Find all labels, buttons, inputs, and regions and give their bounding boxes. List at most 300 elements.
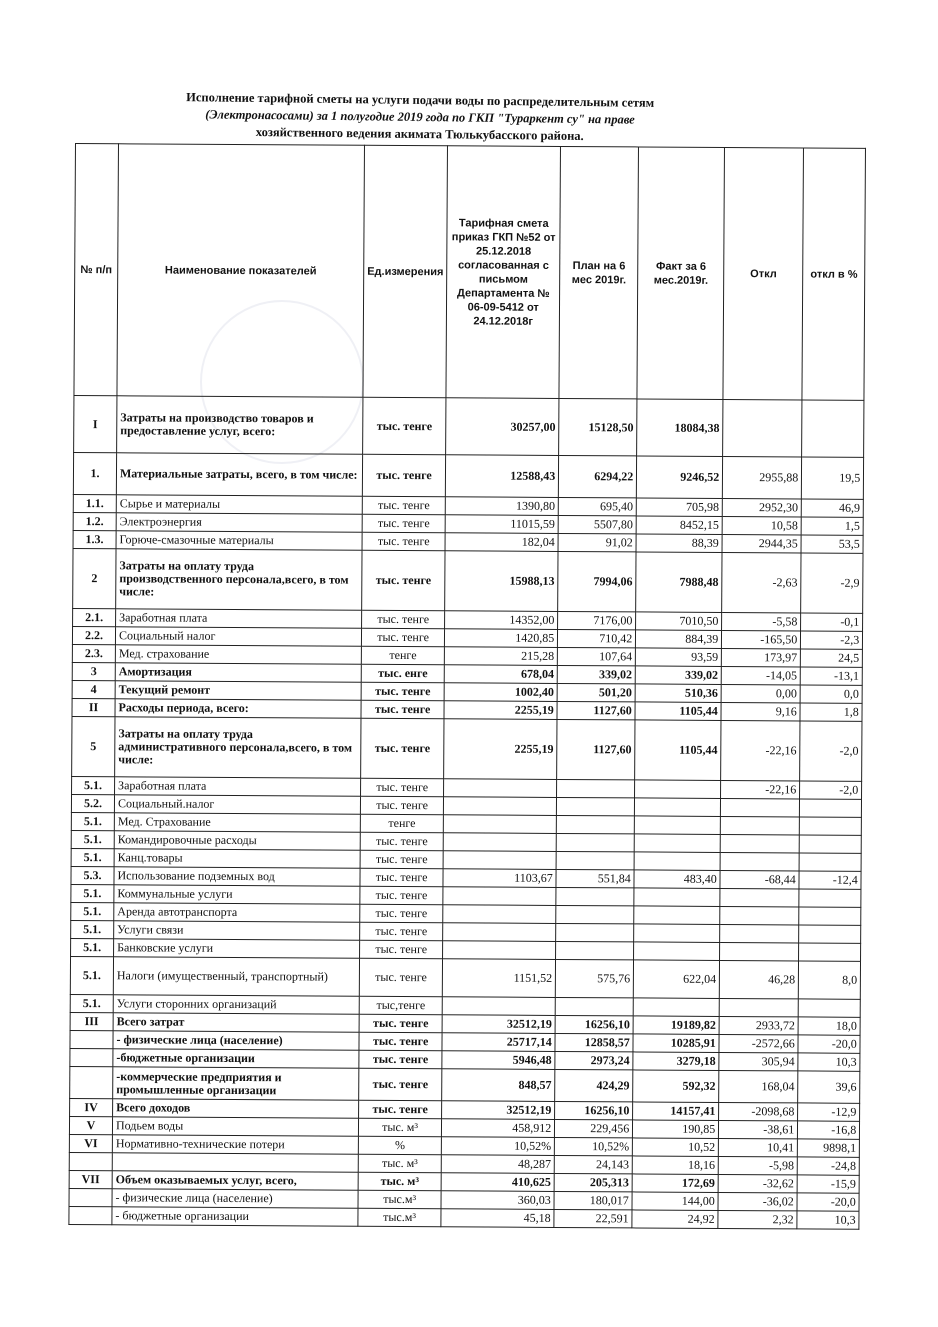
header-deviation: Откл xyxy=(723,147,804,399)
row-fact: 88,39 xyxy=(636,534,722,553)
table-row xyxy=(70,1066,860,1103)
row-deviation-percent: 46,9 xyxy=(801,499,863,517)
header-fact: Факт за 6 мес.2019г. xyxy=(637,147,725,400)
row-deviation: 9,16 xyxy=(721,702,800,720)
row-number: 5.1. xyxy=(71,938,114,956)
row-tariff: 32512,19 xyxy=(442,1015,555,1034)
row-tariff: 1103,67 xyxy=(443,869,556,888)
row-deviation-percent: -12,4 xyxy=(799,871,861,889)
row-plan: 424,29 xyxy=(555,1069,633,1101)
row-deviation-percent: 18,0 xyxy=(798,1017,860,1035)
row-name: Объем оказываемых услуг, всего, xyxy=(112,1171,358,1191)
row-plan: 1127,60 xyxy=(557,719,635,779)
row-deviation-percent: -2,0 xyxy=(800,781,862,799)
row-plan: 24,143 xyxy=(554,1155,632,1173)
row-deviation xyxy=(720,888,799,906)
row-unit: тыс. тенге xyxy=(360,796,443,815)
row-plan: 575,76 xyxy=(556,959,634,997)
row-number: 5.1. xyxy=(72,776,115,794)
row-unit: тыс. тенге xyxy=(362,532,445,551)
row-tariff xyxy=(443,905,556,924)
row-deviation-percent: -20,0 xyxy=(798,1035,860,1053)
row-unit: тыс. тенге xyxy=(359,958,442,997)
row-unit: тыс. тенге xyxy=(362,550,446,611)
row-deviation xyxy=(720,942,799,960)
row-number: VI xyxy=(69,1134,112,1152)
row-name: Всего затрат xyxy=(113,1013,359,1033)
header-tariff: Тарифная смета приказ ГКП №52 от 25.12.2018 согласованная с письмом Департамента № 06-09-5412 от 24.12.2018г xyxy=(446,146,561,399)
row-name: Заработная плата xyxy=(115,777,361,797)
row-plan: 15128,50 xyxy=(559,398,637,455)
row-plan: 339,02 xyxy=(557,665,635,683)
row-number: III xyxy=(70,1012,113,1030)
row-tariff xyxy=(442,997,555,1016)
row-number xyxy=(69,1206,112,1224)
row-deviation-percent: 1,5 xyxy=(801,517,863,535)
row-plan: 1127,60 xyxy=(557,701,635,719)
row-fact: 9246,52 xyxy=(637,456,723,499)
row-unit: тыс. м³ xyxy=(358,1172,441,1191)
table-row xyxy=(69,1206,859,1229)
row-plan xyxy=(557,815,635,833)
row-unit: тыс. тенге xyxy=(362,610,445,629)
row-number: 3 xyxy=(72,662,115,680)
row-tariff: 32512,19 xyxy=(442,1101,555,1120)
row-fact: 14157,41 xyxy=(633,1102,719,1121)
row-plan: 91,02 xyxy=(558,533,636,551)
row-name: Командировочные расходы xyxy=(114,831,360,851)
row-name: Затраты на оплату труда производственного персонала,всего, в том числе: xyxy=(116,549,362,611)
row-deviation-percent: 0,0 xyxy=(800,685,862,703)
row-fact: 7988,48 xyxy=(636,552,722,613)
row-deviation: -36,02 xyxy=(718,1192,797,1210)
row-name: Материальные затраты, всего, в том числе: xyxy=(116,453,362,497)
row-plan: 5507,80 xyxy=(558,515,636,533)
row-deviation-percent xyxy=(799,835,861,853)
row-number: 5.1. xyxy=(71,902,114,920)
row-fact: 483,40 xyxy=(634,870,720,889)
row-number: 1.1. xyxy=(73,494,116,512)
row-name: -коммерческие предприятия и промышленные организации xyxy=(113,1067,359,1101)
estimate-table xyxy=(68,143,866,1230)
row-deviation-percent: -20,0 xyxy=(797,1193,859,1211)
row-deviation: -5,98 xyxy=(718,1156,797,1174)
row-fact: 10,52 xyxy=(633,1138,719,1157)
row-fact: 3279,18 xyxy=(633,1052,719,1071)
row-tariff: 30257,00 xyxy=(446,398,559,456)
row-tariff: 25717,14 xyxy=(442,1033,555,1052)
row-number: VII xyxy=(69,1170,112,1188)
table-row xyxy=(73,548,864,613)
row-name: Канц.товары xyxy=(114,849,360,869)
row-fact: 18084,38 xyxy=(637,399,723,457)
row-tariff: 14352,00 xyxy=(445,611,558,630)
row-unit: тенге xyxy=(361,646,444,665)
row-deviation: 46,28 xyxy=(720,960,799,998)
row-unit: тыс. тенге xyxy=(360,832,443,851)
row-number: 5.1. xyxy=(71,848,114,866)
row-name: - бюджетные организации xyxy=(112,1207,358,1227)
row-name: -бюджетные организации xyxy=(113,1049,359,1069)
row-number: 4 xyxy=(72,680,115,698)
table-row xyxy=(74,395,865,457)
row-deviation: -2098,68 xyxy=(719,1102,798,1120)
header-num: № п/п xyxy=(74,144,119,396)
row-tariff: 848,57 xyxy=(442,1069,555,1102)
estimate-table-wrapper xyxy=(68,143,866,1230)
row-name: Мед. Страхование xyxy=(114,813,360,833)
row-deviation-percent: -13,1 xyxy=(800,667,862,685)
row-unit: тыс. тенге xyxy=(360,850,443,869)
row-deviation: 168,04 xyxy=(719,1070,798,1102)
row-deviation: 2952,30 xyxy=(722,498,801,516)
row-plan: 501,20 xyxy=(557,683,635,701)
row-name xyxy=(112,1153,358,1173)
row-plan xyxy=(555,997,633,1015)
row-tariff: 410,625 xyxy=(441,1173,554,1192)
row-name: Коммунальные услуги xyxy=(114,885,360,905)
row-number: 2.2. xyxy=(72,626,115,644)
row-plan: 710,42 xyxy=(558,629,636,647)
row-fact: 24,92 xyxy=(632,1210,718,1229)
row-deviation: -165,50 xyxy=(722,630,801,648)
row-number: 1.3. xyxy=(73,530,116,548)
row-unit: тыс. тенге xyxy=(360,868,443,887)
row-number: 5 xyxy=(72,716,115,776)
row-number: 5.1. xyxy=(71,920,114,938)
row-deviation: 305,94 xyxy=(719,1052,798,1070)
row-tariff xyxy=(443,923,556,942)
row-fact: 10285,91 xyxy=(633,1034,719,1053)
row-unit: тыс.м³ xyxy=(358,1190,441,1209)
row-number xyxy=(69,1188,112,1206)
row-deviation-percent: -16,8 xyxy=(798,1121,860,1139)
row-fact: 18,16 xyxy=(632,1156,718,1175)
row-name: Заработная плата xyxy=(116,609,362,629)
row-number: 5.2. xyxy=(71,794,114,812)
row-deviation: -5,58 xyxy=(722,612,801,630)
row-tariff: 1420,85 xyxy=(445,629,558,648)
row-deviation-percent: -0,1 xyxy=(801,613,863,631)
row-tariff xyxy=(443,941,556,960)
row-unit: тыс. тенге xyxy=(362,496,445,515)
row-unit: тыс. тенге xyxy=(359,1068,442,1101)
row-unit: тыс. тенге xyxy=(360,886,443,905)
row-deviation: -22,16 xyxy=(721,780,800,798)
table-row xyxy=(70,956,860,999)
row-plan xyxy=(556,923,634,941)
row-plan: 7994,06 xyxy=(558,551,636,611)
row-deviation xyxy=(720,906,799,924)
row-plan xyxy=(556,851,634,869)
row-unit: тыс. м³ xyxy=(358,1154,441,1173)
row-deviation xyxy=(720,834,799,852)
row-name: - физические лица (население) xyxy=(112,1189,358,1209)
row-tariff: 1151,52 xyxy=(443,959,556,998)
row-tariff: 5946,48 xyxy=(442,1051,555,1070)
row-unit: тыс. тенге xyxy=(361,778,444,797)
row-unit: тыс. тенге xyxy=(359,1100,442,1119)
row-number: 1.2. xyxy=(73,512,116,530)
row-deviation: 2933,72 xyxy=(719,1016,798,1034)
row-fact: 510,36 xyxy=(635,684,721,703)
row-plan: 180,017 xyxy=(554,1191,632,1209)
row-name: Услуги связи xyxy=(114,921,360,941)
row-number: 5.1. xyxy=(70,956,113,994)
row-plan: 16256,10 xyxy=(555,1015,633,1033)
row-plan xyxy=(556,941,634,959)
row-plan xyxy=(556,887,634,905)
row-name: Социальный.налог xyxy=(114,795,360,815)
row-tariff xyxy=(443,851,556,870)
row-deviation-percent xyxy=(799,907,861,925)
row-deviation-percent: -2,0 xyxy=(800,721,862,781)
row-deviation xyxy=(721,798,800,816)
row-deviation-percent xyxy=(800,799,862,817)
row-plan xyxy=(556,833,634,851)
row-unit: тыс. тенге xyxy=(360,940,443,959)
row-plan: 7176,00 xyxy=(558,611,636,629)
row-name: Подьем воды xyxy=(112,1117,358,1137)
row-deviation: -68,44 xyxy=(720,870,799,888)
row-deviation-percent xyxy=(798,999,860,1017)
row-unit: % xyxy=(358,1136,441,1155)
row-tariff: 2255,19 xyxy=(444,719,557,780)
row-fact xyxy=(635,798,721,817)
title-line-1: Исполнение тарифной сметы на услуги подачи воды по распределительным сетям xyxy=(186,90,655,110)
row-tariff: 182,04 xyxy=(445,533,558,552)
row-deviation-percent: 1,8 xyxy=(800,703,862,721)
row-name: Горюче-смазочные материалы xyxy=(116,531,362,551)
row-unit: тыс. тенге xyxy=(361,628,444,647)
row-deviation-percent: 10,3 xyxy=(798,1053,860,1071)
row-number xyxy=(70,1066,113,1098)
row-name: Услуги сторонних организаций xyxy=(113,995,359,1015)
row-plan xyxy=(557,797,635,815)
row-fact: 93,59 xyxy=(636,648,722,667)
row-unit: тыс. енге xyxy=(361,664,444,683)
row-tariff xyxy=(443,887,556,906)
row-deviation-percent: 19,5 xyxy=(802,457,864,499)
row-plan: 205,313 xyxy=(554,1173,632,1191)
row-unit: тыс. тенге xyxy=(363,397,447,455)
row-fact: 884,39 xyxy=(636,630,722,649)
row-plan xyxy=(557,779,635,797)
row-plan: 12858,57 xyxy=(555,1033,633,1051)
row-fact xyxy=(634,888,720,907)
row-name: - физические лица (население) xyxy=(113,1031,359,1051)
row-fact: 19189,82 xyxy=(633,1016,719,1035)
row-deviation xyxy=(721,816,800,834)
row-number: 5.1. xyxy=(71,812,114,830)
row-fact: 622,04 xyxy=(634,960,720,999)
row-fact xyxy=(634,906,720,925)
row-unit: тенге xyxy=(360,814,443,833)
table-row xyxy=(73,452,863,499)
row-deviation: 10,58 xyxy=(722,516,801,534)
row-unit: тыс.м³ xyxy=(358,1208,441,1227)
row-plan: 551,84 xyxy=(556,869,634,887)
row-unit: тыс. тенге xyxy=(361,682,444,701)
row-name: Всего доходов xyxy=(113,1099,359,1119)
row-deviation: 2,32 xyxy=(718,1210,797,1228)
row-deviation-percent xyxy=(799,925,861,943)
document-title xyxy=(100,88,741,147)
row-fact: 8452,15 xyxy=(636,516,722,535)
row-plan: 22,591 xyxy=(554,1209,632,1227)
row-number xyxy=(70,1030,113,1048)
row-deviation: 2944,35 xyxy=(722,534,801,552)
row-number: 5.1. xyxy=(70,994,113,1012)
row-deviation: 173,97 xyxy=(722,648,801,666)
row-fact: 7010,50 xyxy=(636,612,722,631)
row-fact xyxy=(633,998,719,1017)
row-name: Аренда автотранспорта xyxy=(114,903,360,923)
row-number: 5.1. xyxy=(71,884,114,902)
row-unit: тыс. тенге xyxy=(359,1032,442,1051)
row-number: I xyxy=(74,395,117,452)
row-fact xyxy=(634,852,720,871)
row-number: 5.3. xyxy=(71,866,114,884)
row-unit: тыс. тенге xyxy=(360,922,443,941)
row-deviation-percent xyxy=(802,400,864,457)
row-tariff xyxy=(444,797,557,816)
row-tariff: 678,04 xyxy=(444,665,557,684)
row-deviation: -38,61 xyxy=(719,1120,798,1138)
row-unit: тыс. тенге xyxy=(360,904,443,923)
row-fact xyxy=(634,834,720,853)
row-deviation-percent: -12,9 xyxy=(798,1103,860,1121)
row-deviation-percent: -2,3 xyxy=(801,631,863,649)
row-fact xyxy=(635,780,721,799)
row-fact xyxy=(634,924,720,943)
row-tariff: 458,912 xyxy=(442,1119,555,1138)
row-deviation-percent: -24,8 xyxy=(797,1157,859,1175)
row-tariff: 360,03 xyxy=(441,1191,554,1210)
row-deviation: -2572,66 xyxy=(719,1034,798,1052)
row-tariff: 12588,43 xyxy=(446,455,559,498)
row-number: 2.1. xyxy=(73,608,116,626)
row-tariff: 11015,59 xyxy=(445,515,558,534)
row-name: Затраты на оплату труда административного персонала,всего, в том числе: xyxy=(115,717,361,779)
row-tariff xyxy=(444,815,557,834)
row-fact: 144,00 xyxy=(632,1192,718,1211)
row-deviation: -14,05 xyxy=(721,666,800,684)
row-number: II xyxy=(72,698,115,716)
row-fact: 592,32 xyxy=(633,1070,719,1103)
title-line-3: хозяйственного ведения акимата Тюлькубасского района. xyxy=(255,124,584,144)
row-deviation-percent: 9898,1 xyxy=(798,1139,860,1157)
row-tariff: 45,18 xyxy=(441,1209,554,1228)
row-unit: тыс. м³ xyxy=(358,1118,441,1137)
row-deviation xyxy=(723,399,802,456)
row-deviation: 0,00 xyxy=(721,684,800,702)
row-plan: 229,456 xyxy=(555,1119,633,1137)
row-plan: 6294,22 xyxy=(559,455,637,497)
row-deviation-percent: 24,5 xyxy=(801,649,863,667)
row-unit: тыс,тенге xyxy=(359,996,442,1015)
table-row xyxy=(72,716,863,781)
table-body xyxy=(69,395,864,1229)
row-fact: 1105,44 xyxy=(635,702,721,721)
row-plan: 10,52% xyxy=(555,1137,633,1155)
row-tariff: 2255,19 xyxy=(444,701,557,720)
row-deviation xyxy=(720,924,799,942)
row-deviation-percent: 53,5 xyxy=(801,535,863,553)
row-tariff xyxy=(443,833,556,852)
row-unit: тыс. тенге xyxy=(359,1014,442,1033)
row-name: Расходы периода, всего: xyxy=(115,699,361,719)
row-number: 2.3. xyxy=(72,644,115,662)
row-fact xyxy=(635,816,721,835)
row-tariff xyxy=(444,779,557,798)
title-line-2: (Электронасосами) за 1 полугодие 2019 года по ГКП "Тураркент су" на праве xyxy=(205,107,635,127)
row-number: 2 xyxy=(73,548,116,608)
row-deviation-percent: 10,3 xyxy=(797,1211,859,1229)
row-name: Использование подземных вод xyxy=(114,867,360,887)
row-number xyxy=(70,1048,113,1066)
row-deviation-percent xyxy=(799,943,861,961)
row-deviation: -22,16 xyxy=(721,720,800,780)
row-deviation-percent: 8,0 xyxy=(799,961,861,999)
row-deviation-percent: -15,9 xyxy=(797,1175,859,1193)
row-deviation: 10,41 xyxy=(719,1138,798,1156)
row-tariff: 10,52% xyxy=(442,1137,555,1156)
row-plan: 16256,10 xyxy=(555,1101,633,1119)
row-name: Банковские услуги xyxy=(114,939,360,959)
header-unit: Ед.измерения xyxy=(363,145,448,398)
row-unit: тыс. тенге xyxy=(361,700,444,719)
row-unit: тыс. тенге xyxy=(362,454,446,497)
row-deviation-percent: -2,9 xyxy=(801,553,863,613)
row-name: Затраты на производство товаров и предоставление услуг, всего: xyxy=(117,396,363,455)
row-tariff: 1390,80 xyxy=(445,497,558,516)
row-deviation: 2955,88 xyxy=(723,456,802,498)
row-tariff: 1002,40 xyxy=(444,683,557,702)
row-tariff: 48,287 xyxy=(441,1155,554,1174)
row-deviation: -2,63 xyxy=(722,552,801,612)
row-deviation-percent: 39,6 xyxy=(798,1071,860,1103)
header-plan: План на 6 мес 2019г. xyxy=(559,146,639,398)
row-deviation xyxy=(720,852,799,870)
row-deviation: -32,62 xyxy=(718,1174,797,1192)
row-unit: тыс. тенге xyxy=(362,514,445,533)
row-name: Амортизация xyxy=(115,663,361,683)
row-fact: 190,85 xyxy=(633,1120,719,1139)
row-number: IV xyxy=(70,1098,113,1116)
row-deviation xyxy=(719,998,798,1016)
header-row xyxy=(74,144,866,401)
row-number: 1. xyxy=(73,452,116,494)
row-tariff: 15988,13 xyxy=(445,551,558,612)
row-deviation-percent xyxy=(799,889,861,907)
row-name: Электроэнергия xyxy=(116,513,362,533)
row-fact xyxy=(634,942,720,961)
row-name: Текущий ремонт xyxy=(115,681,361,701)
row-fact: 705,98 xyxy=(636,498,722,517)
row-tariff: 215,28 xyxy=(445,647,558,666)
row-plan: 695,40 xyxy=(558,497,636,515)
header-name: Наименование показателей xyxy=(117,144,365,397)
row-number xyxy=(69,1152,112,1170)
row-fact: 172,69 xyxy=(632,1174,718,1193)
row-unit: тыс. тенге xyxy=(359,1050,442,1069)
row-number: 5.1. xyxy=(71,830,114,848)
row-deviation-percent xyxy=(800,817,862,835)
row-name: Социальный налог xyxy=(115,627,361,647)
header-deviation-percent: откл в % xyxy=(802,148,866,400)
row-plan: 2973,24 xyxy=(555,1051,633,1069)
